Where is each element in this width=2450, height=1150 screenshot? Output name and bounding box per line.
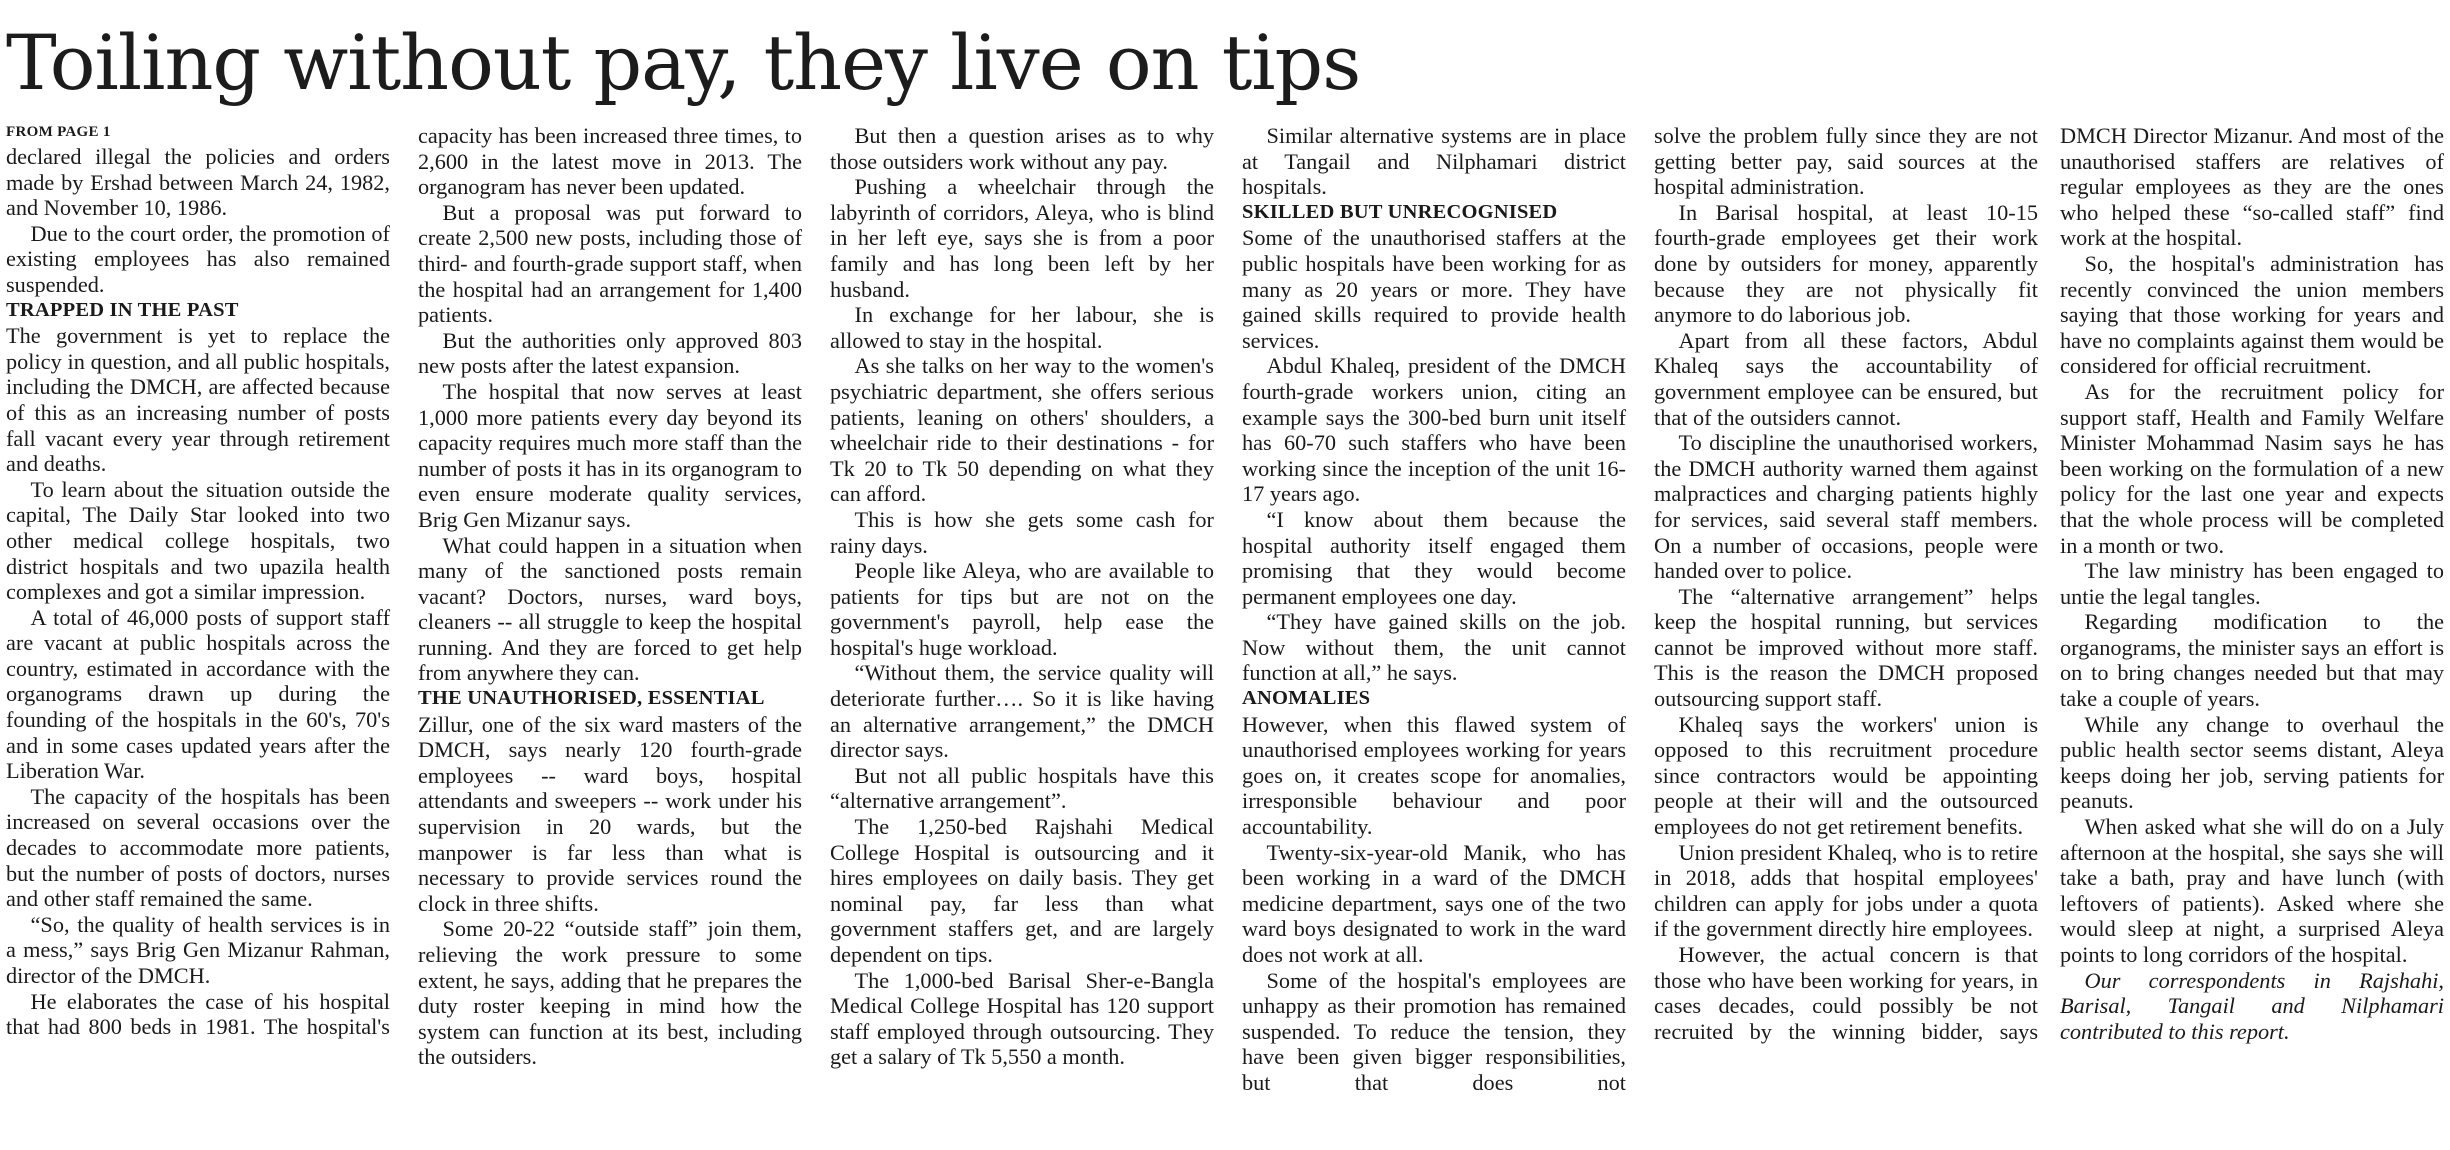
body-paragraph: People like Aleya, who are available to patients for tips but are not on the government's payroll, help ease the hospital's huge workload. — [830, 558, 1214, 660]
body-paragraph: “They have gained skills on the job. Now without them, the unit cannot function at all,” he says. — [1242, 609, 1626, 686]
body-paragraph: The 1,000-bed Barisal Sher-e-Bangla Medical College Hospital has 120 support staff employed through outsourcing. They get a salary of Tk 5,550 a month. — [830, 967, 1214, 1070]
headline: Toiling without pay, they live on tips — [6, 18, 1361, 107]
body-paragraph: As for the recruitment policy for support staff, Health and Family Welfare Minister Mohammad Nasim says he has been working on the formulation of a new policy for the last one year and expects that the whole process will be completed in a month or two. — [2060, 378, 2444, 558]
article-column-6 — [2060, 123, 2444, 1044]
body-paragraph: In exchange for her labour, she is allowed to stay in the hospital. — [830, 302, 1214, 353]
body-paragraph: He elaborates the case of his hospital that had 800 beds in 1981. The hospital's — [6, 988, 390, 1040]
body-paragraph: “Without them, the service quality will deteriorate further…. So it is like having an alternative arrangement,” the DMCH director says. — [830, 660, 1214, 763]
body-paragraph: Zillur, one of the six ward masters of the DMCH, says nearly 120 fourth-grade employees -- ward boys, hospital attendants and sweepers -- work under his supervision in 20 wards, but the manpower is far less than what is necessary to provide services round the clock in three shifts. — [418, 711, 802, 916]
body-paragraph: Apart from all these factors, Abdul Khaleq says the accountability of government employee can be ensured, but that of the outsiders cannot. — [1654, 327, 2038, 430]
body-paragraph: declared illegal the policies and orders made by Ershad between March 24, 1982, and November 10, 1986. — [6, 144, 390, 221]
body-paragraph: While any change to overhaul the public health sector seems distant, Aleya keeps doing her job, serving patients for peanuts. — [2060, 711, 2444, 814]
body-paragraph: But not all public hospitals have this “alternative arrangement”. — [830, 762, 1214, 814]
body-paragraph: Regarding modification to the organograms, the minister says an effort is on to bring changes needed but that may take a couple of years. — [2060, 609, 2444, 712]
section-subhead: ANOMALIES — [1242, 687, 1371, 710]
body-paragraph: The capacity of the hospitals has been increased on several occasions over the decades to accommodate more patients, but the number of posts of doctors, nurses and other staff remained the same. — [6, 783, 390, 912]
section-subhead: TRAPPED IN THE PAST — [6, 298, 239, 321]
body-paragraph: DMCH Director Mizanur. And most of the unauthorised staffers are relatives of regular employees as they are the ones who helped these “so-called staff” find work at the hospital. — [2060, 123, 2444, 251]
body-paragraph: What could happen in a situation when many of the sanctioned posts remain vacant? Doctors, nurses, ward boys, cleaners -- all struggle to keep the hospital running. And they are forced to get help from anywhere they can. — [418, 532, 802, 686]
continuation-kicker: FROM PAGE 1 — [6, 124, 111, 140]
body-paragraph: The hospital that now serves at least 1,000 more patients every day beyond its capacity requires much more staff than the number of posts it has in its organogram to even ensure moderate quality services, Brig Gen Mizanur says. — [418, 378, 802, 532]
body-paragraph: A total of 46,000 posts of support staff are vacant at public hospitals across the country, estimated in accordance with the organograms drawn up during the founding of the hospitals in the 60's, 70's and in some cases updated years after the Liberation War. — [6, 604, 390, 784]
body-paragraph: In Barisal hospital, at least 10-15 fourth-grade employees get their work done by outsiders for money, apparently because they are not physically fit anymore to do laborious job. — [1654, 199, 2038, 328]
body-paragraph: Some 20-22 “outside staff” join them, relieving the work pressure to some extent, he says, adding that he prepares the duty roster keeping in mind how the system can function at its best, including the outsiders. — [418, 916, 802, 1070]
body-paragraph: To discipline the unauthorised workers, the DMCH authority warned them against malpractices and charging patients highly for services, said several staff members. On a number of occasions, people were handed over to police. — [1654, 430, 2038, 584]
body-paragraph: The law ministry has been engaged to untie the legal tangles. — [2060, 558, 2444, 609]
body-paragraph: So, the hospital's administration has recently convinced the union members saying that those working for years and have no complaints against them would be considered for official recruitment. — [2060, 250, 2444, 379]
body-paragraph: The 1,250-bed Rajshahi Medical College Hospital is outsourcing and it hires employees on daily basis. They get nominal pay, far less than what government staffers get, and are largely dependent on tips. — [830, 814, 1214, 967]
body-paragraph: Some of the unauthorised staffers at the public hospitals have been working for as many as 20 years or more. They have gained skills required to provide health services. — [1242, 225, 1626, 353]
article-column-4 — [1242, 123, 1626, 1096]
body-paragraph: However, the actual concern is that those who have been working for years, in cases decades, could possibly be not recruited by the winning bidder, says — [1654, 942, 2038, 1044]
body-paragraph: solve the problem fully since they are not getting better pay, said sources at the hospital administration. — [1654, 123, 2038, 200]
body-paragraph: The “alternative arrangement” helps keep the hospital running, but services cannot be improved without more staff. This is the reason the DMCH proposed outsourcing support staff. — [1654, 583, 2038, 712]
contributor-credit: Our correspondents in Rajshahi, Barisal, Tangail and Nilphamari contributed to this report. — [2060, 967, 2444, 1044]
body-paragraph: Twenty-six-year-old Manik, who has been working in a ward of the DMCH medicine department, says one of the two ward boys designated to work in the ward does not work at all. — [1242, 839, 1626, 967]
body-paragraph: Pushing a wheelchair through the labyrinth of corridors, Aleya, who is blind in her left eye, says she is from a poor family and has long been left by her husband. — [830, 174, 1214, 302]
article-column-1 — [6, 123, 390, 1040]
body-paragraph: Some of the hospital's employees are unhappy as their promotion has remained suspended. To reduce the tension, they have been given bigger responsibilities, but that does not — [1242, 967, 1626, 1095]
body-paragraph: Due to the court order, the promotion of existing employees has also remained suspended. — [6, 220, 390, 297]
body-paragraph: capacity has been increased three times, to 2,600 in the latest move in 2013. The organogram has never been updated. — [418, 123, 802, 200]
article-column-3 — [830, 123, 1214, 1070]
body-paragraph: Similar alternative systems are in place at Tangail and Nilphamari district hospitals. — [1242, 123, 1626, 200]
body-paragraph: However, when this flawed system of unauthorised employees working for years goes on, it creates scope for anomalies, irresponsible behaviour and poor accountability. — [1242, 711, 1626, 840]
article-column-5 — [1654, 123, 2038, 1044]
body-paragraph: Union president Khaleq, who is to retire in 2018, adds that hospital employees' children can apply for jobs under a quota if the government directly hire employees. — [1654, 839, 2038, 942]
body-paragraph: Abdul Khaleq, president of the DMCH fourth-grade workers union, citing an example says the 300-bed burn unit itself has 60-70 such staffers who have been working since the inception of the unit 16-17 years ago. — [1242, 353, 1626, 507]
body-paragraph: The government is yet to replace the policy in question, and all public hospitals, including the DMCH, are affected because of this as an increasing number of posts fall vacant every year through retirement and deaths. — [6, 323, 390, 477]
body-paragraph: This is how she gets some cash for rainy days. — [830, 506, 1214, 558]
article-column-2 — [418, 123, 802, 1070]
body-paragraph: “I know about them because the hospital authority itself engaged them promising that they would become permanent employees one day. — [1242, 506, 1626, 609]
body-paragraph: To learn about the situation outside the capital, The Daily Star looked into two other medical college hospitals, two district hospitals and two upazila health complexes and got a similar impression. — [6, 476, 390, 605]
body-paragraph: But a proposal was put forward to create 2,500 new posts, including those of third- and fourth-grade support staff, when the hospital had an arrangement for 1,400 patients. — [418, 199, 802, 328]
body-paragraph: As she talks on her way to the women's psychiatric department, she offers serious patients, leaning on others' shoulders, a wheelchair ride to their destinations - for Tk 20 to Tk 50 depending on what they can afford. — [830, 353, 1214, 507]
body-paragraph: But the authorities only approved 803 new posts after the latest expansion. — [418, 327, 802, 379]
body-paragraph: But then a question arises as to why those outsiders work without any pay. — [830, 123, 1214, 174]
section-subhead: THE UNAUTHORISED, ESSENTIAL — [418, 687, 765, 710]
body-paragraph: Khaleq says the workers' union is opposed to this recruitment procedure since contractors would be appointing people at their will and the outsourced employees do not get retirement benefits. — [1654, 711, 2038, 840]
section-subhead: SKILLED BUT UNRECOGNISED — [1242, 200, 1558, 223]
body-paragraph: “So, the quality of health services is in a mess,” says Brig Gen Mizanur Rahman, director of the DMCH. — [6, 911, 390, 988]
body-paragraph: When asked what she will do on a July afternoon at the hospital, she says she will take a bath, pray and have lunch (with leftovers of patients). Asked where she would sleep at night, a surprised Aleya points to long corridors of the hospital. — [2060, 814, 2444, 967]
